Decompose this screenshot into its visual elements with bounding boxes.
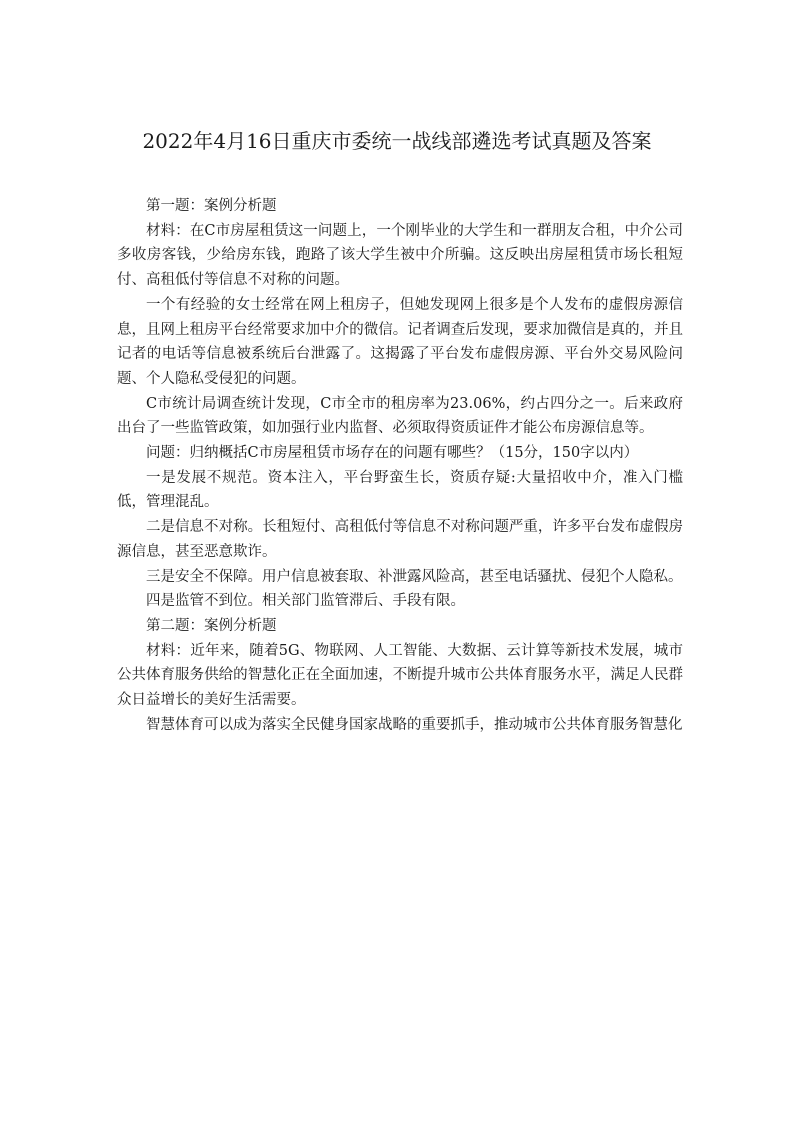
document-title: 2022年4月16日重庆市委统一战线部遴选考试真题及答案 (142, 129, 652, 153)
paragraph: 材料：近年来，随着5G、物联网、人工智能、大数据、云计算等新技术发展，城市公共体育服务供给的智慧化正在全面加速，不断提升城市公共体育服务水平，满足人民群众日益增长的美好生活需要。 (117, 642, 683, 709)
answer-paragraph: 二是信息不对称。长租短付、高租低付等信息不对称问题严重，许多平台发布虚假房源信息，甚至恶意欺诈。 (117, 519, 683, 560)
section1-heading: 第一题：案例分析题 (146, 198, 277, 214)
paragraph: C市统计局调查统计发现，C市全市的租房率为23.06%，约占四分之一。后来政府出台了一些监管政策，如加强行业内监督、必须取得资质证件才能公布房源信息等。 (117, 395, 683, 437)
paragraph: 一个有经验的女士经常在网上租房子，但她发现网上很多是个人发布的虚假房源信息，且网上租房平台经常要求加中介的微信。记者调查后发现，要求加微信是真的，并且记者的电话等信息被系统后台泄露了。这揭露了平台发布虚假房源、平台外交易风险问题、个人隐私受侵犯的问题。 (117, 296, 683, 387)
answer-paragraph: 三是安全不保障。用户信息被套取、补泄露风险高，甚至电话骚扰、侵犯个人隐私。 (146, 568, 683, 585)
document-body (117, 194, 683, 737)
answer-paragraph: 一是发展不规范。资本注入，平台野蛮生长，资质存疑:大量招收中介，准入门槛低，管理混乱。 (117, 469, 683, 511)
answer-paragraph: 四是监管不到位。相关部门监管滞后、手段有限。 (146, 593, 465, 610)
section2-heading: 第二题：案例分析题 (146, 617, 277, 634)
paragraph: 智慧体育可以成为落实全民健身国家战略的重要抓手，推动城市公共体育服务智慧化 (146, 716, 683, 733)
paragraph: 材料：在C市房屋租赁这一问题上，一个刚毕业的大学生和一群朋友合租，中介公司多收房客钱，少给房东钱，跑路了该大学生被中介所骗。这反映出房屋租赁市场长租短付、高租低付等信息不对称的问题。 (117, 222, 683, 289)
question-paragraph: 问题：归纳概括C市房屋租赁市场存在的问题有哪些？（15分，150字以内） (146, 445, 639, 462)
